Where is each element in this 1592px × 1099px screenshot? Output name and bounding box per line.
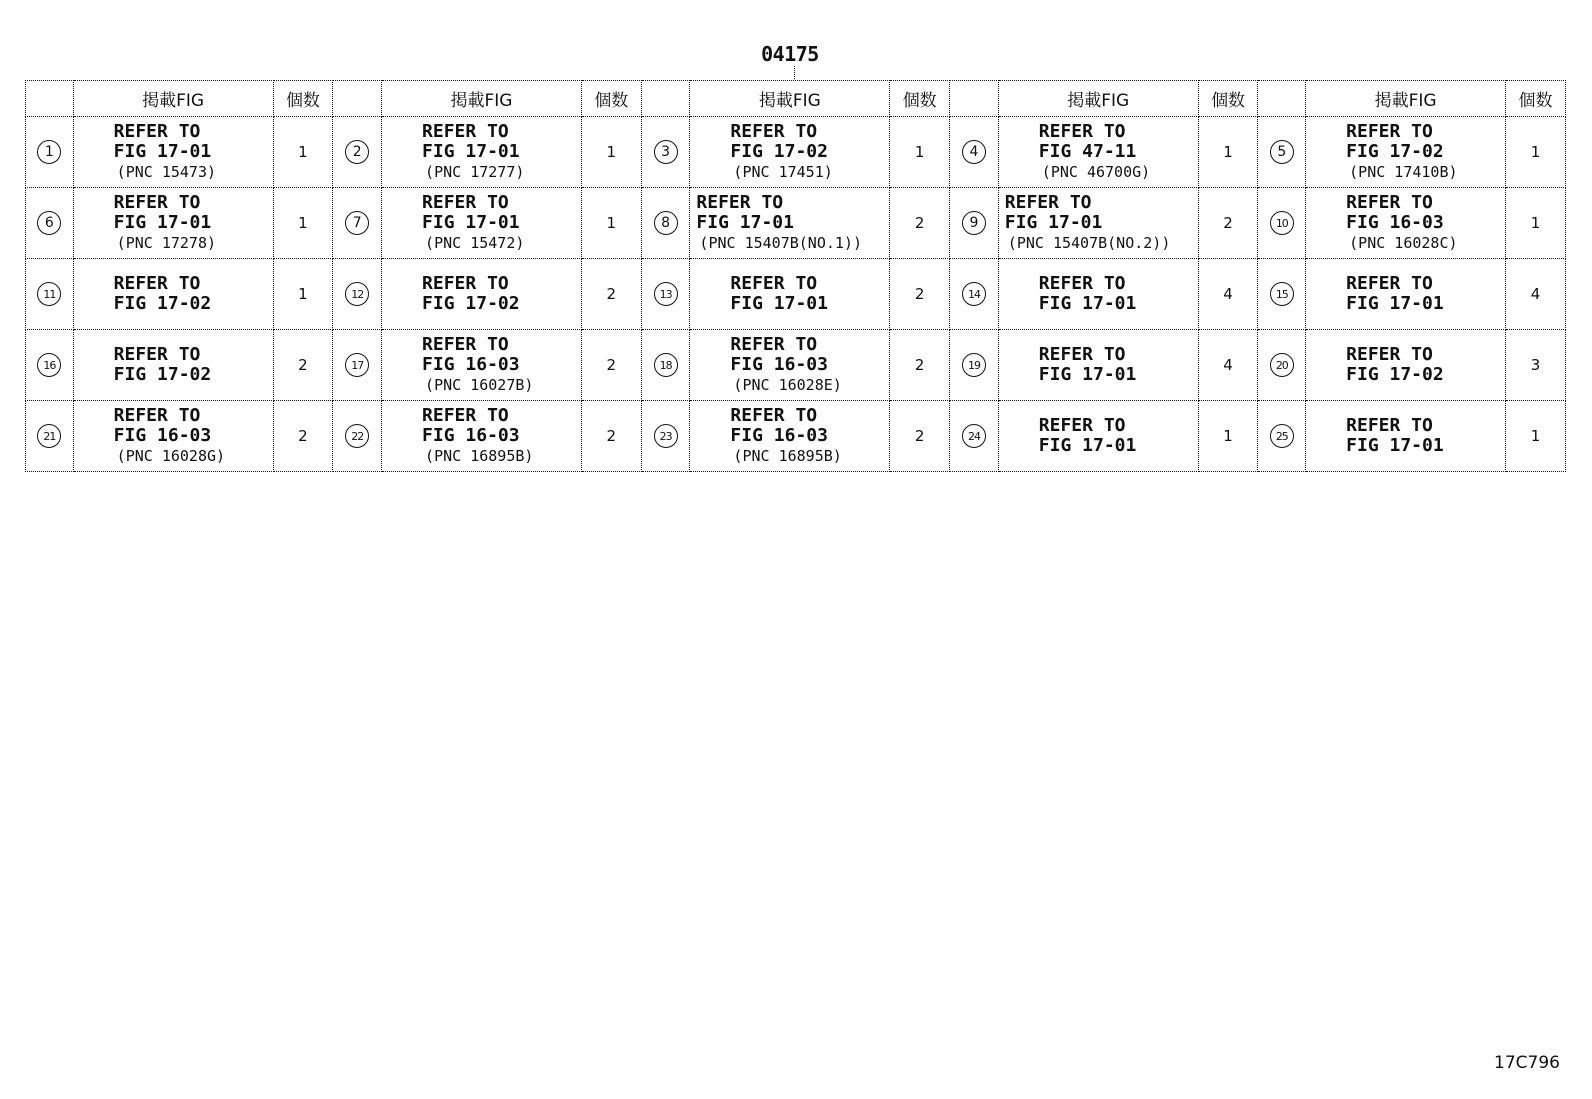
fig-reference-line: REFER TO [113, 405, 201, 426]
pnc-label: (PNC 16895B) [425, 447, 534, 465]
fig-reference-line: FIG 16-03 [1346, 212, 1444, 233]
quantity-cell: 2 [890, 259, 950, 330]
pnc-label: (PNC 15472) [425, 234, 525, 252]
item-number-cell [950, 188, 999, 259]
item-number-cell [333, 259, 382, 330]
pnc-label: (PNC 16028G) [116, 447, 226, 465]
fig-reference-cell [690, 330, 890, 401]
item-number-cell [950, 330, 999, 401]
figure-code: 17C796 [1494, 1053, 1560, 1073]
item-number-cell [641, 259, 690, 330]
item-number-cell [641, 117, 690, 188]
fig-reference-line: FIG 17-02 [422, 293, 520, 314]
circled-number: 7 [345, 211, 369, 235]
table-row [26, 330, 1566, 401]
circled-number: 9 [962, 211, 986, 235]
quantity-cell: 4 [1198, 259, 1258, 330]
circled-number: 12 [345, 282, 369, 306]
header-blank [1258, 81, 1306, 117]
quantity-cell: 1 [581, 188, 641, 259]
quantity-cell: 1 [1506, 117, 1566, 188]
fig-reference-line: REFER TO [1038, 121, 1126, 142]
header-fig: 掲載FIG [73, 81, 273, 117]
fig-reference-line: FIG 17-01 [422, 141, 520, 162]
pnc-label: (PNC 16028E) [733, 376, 842, 394]
circled-number: 15 [1270, 282, 1294, 306]
fig-reference-line: REFER TO [1004, 192, 1092, 213]
fig-reference-cell [1306, 401, 1506, 472]
fig-reference-line: FIG 17-01 [1038, 293, 1137, 314]
circled-number: 19 [962, 353, 986, 377]
fig-reference-line: REFER TO [1038, 273, 1126, 294]
circled-number: 6 [37, 211, 61, 235]
quantity-cell: 1 [273, 117, 333, 188]
circled-number: 3 [654, 140, 678, 164]
fig-reference-line: REFER TO [1346, 121, 1433, 142]
item-number-cell [26, 401, 74, 472]
quantity-cell: 2 [581, 401, 641, 472]
item-number-cell [641, 401, 690, 472]
fig-reference-cell [998, 188, 1198, 259]
fig-reference-line: REFER TO [730, 334, 818, 355]
fig-reference-line: REFER TO [1038, 415, 1126, 436]
fig-reference-line: REFER TO [113, 121, 201, 142]
header-blank [333, 81, 382, 117]
circled-number: 10 [1270, 211, 1294, 235]
fig-reference-cell [690, 401, 890, 472]
item-number-cell [333, 330, 382, 401]
fig-reference-cell [382, 330, 582, 401]
fig-reference-line: REFER TO [113, 273, 201, 294]
fig-reference-line: FIG 17-01 [730, 293, 828, 314]
fig-reference-line: REFER TO [1346, 192, 1433, 213]
fig-reference-line: REFER TO [730, 405, 818, 426]
pnc-label: (PNC 16027B) [425, 376, 534, 394]
item-number-cell [1258, 259, 1306, 330]
quantity-cell: 1 [1198, 401, 1258, 472]
header-qty: 個数 [581, 81, 641, 117]
item-number-cell [641, 330, 690, 401]
circled-number: 16 [37, 353, 61, 377]
quantity-cell: 4 [1506, 259, 1566, 330]
quantity-cell: 1 [1506, 188, 1566, 259]
item-number-cell [1258, 401, 1306, 472]
pnc-label: (PNC 15473) [116, 163, 217, 181]
fig-reference-line: FIG 17-01 [113, 141, 212, 162]
fig-reference-line: FIG 17-01 [1346, 435, 1444, 456]
fig-reference-cell [73, 401, 273, 472]
fig-reference-line: FIG 17-02 [1346, 364, 1444, 385]
fig-reference-cell [690, 259, 890, 330]
fig-reference-line: FIG 17-01 [1038, 435, 1137, 456]
fig-reference-line: FIG 17-02 [730, 141, 828, 162]
fig-reference-cell [690, 188, 890, 259]
fig-reference-cell [382, 117, 582, 188]
quantity-cell: 1 [1198, 117, 1258, 188]
quantity-cell: 2 [273, 401, 333, 472]
fig-reference-line: FIG 16-03 [422, 425, 520, 446]
header-qty: 個数 [273, 81, 333, 117]
pnc-label: (PNC 16895B) [733, 447, 842, 465]
pnc-label: (PNC 17451) [733, 163, 833, 181]
fig-reference-line: FIG 16-03 [730, 354, 828, 375]
pnc-label: (PNC 15407B(NO.2)) [1007, 234, 1171, 252]
item-number-cell [950, 259, 999, 330]
item-number-cell [333, 401, 382, 472]
fig-reference-cell [1306, 188, 1506, 259]
header-fig: 掲載FIG [998, 81, 1198, 117]
fig-reference-line: REFER TO [422, 405, 509, 426]
circled-number: 2 [345, 140, 369, 164]
fig-reference-line: FIG 47-11 [1038, 141, 1137, 162]
item-number-cell [26, 330, 74, 401]
fig-reference-line: REFER TO [422, 192, 509, 213]
fig-reference-line: FIG 16-03 [422, 354, 520, 375]
fig-reference-line: FIG 17-02 [113, 364, 212, 385]
fig-reference-line: FIG 17-02 [1346, 141, 1444, 162]
diagram-title: 04175 [761, 42, 819, 66]
table-row [26, 188, 1566, 259]
item-number-cell [26, 117, 74, 188]
quantity-cell: 2 [581, 330, 641, 401]
item-number-cell [950, 117, 999, 188]
circled-number: 17 [345, 353, 369, 377]
item-number-cell [641, 188, 690, 259]
pnc-label: (PNC 46700G) [1041, 163, 1151, 181]
fig-reference-line: REFER TO [113, 192, 201, 213]
circled-number: 11 [37, 282, 61, 306]
pnc-label: (PNC 16028C) [1349, 234, 1458, 252]
fig-reference-line: REFER TO [730, 121, 818, 142]
header-blank [641, 81, 690, 117]
header-blank [950, 81, 999, 117]
fig-reference-line: REFER TO [422, 334, 509, 355]
fig-reference-cell [73, 330, 273, 401]
item-number-cell [1258, 188, 1306, 259]
quantity-cell: 1 [1506, 401, 1566, 472]
fig-reference-line: FIG 17-01 [1004, 212, 1103, 233]
fig-reference-cell [998, 401, 1198, 472]
fig-reference-cell [382, 401, 582, 472]
circled-number: 4 [962, 140, 986, 164]
header-fig: 掲載FIG [382, 81, 582, 117]
fig-reference-line: FIG 17-01 [696, 212, 794, 233]
header-row [26, 81, 1566, 117]
circled-number: 1 [37, 140, 61, 164]
fig-reference-line: REFER TO [422, 121, 509, 142]
circled-number: 14 [962, 282, 986, 306]
fig-reference-line: REFER TO [1038, 344, 1126, 365]
fig-reference-cell [1306, 330, 1506, 401]
fig-reference-line: REFER TO [1346, 415, 1433, 436]
fig-reference-line: REFER TO [696, 192, 784, 213]
fig-reference-line: REFER TO [1346, 273, 1433, 294]
circled-number: 13 [654, 282, 678, 306]
item-number-cell [26, 259, 74, 330]
circled-number: 25 [1270, 424, 1294, 448]
quantity-cell: 1 [890, 117, 950, 188]
fig-reference-line: FIG 17-01 [422, 212, 520, 233]
fig-reference-line: REFER TO [422, 273, 509, 294]
header-fig: 掲載FIG [690, 81, 890, 117]
quantity-cell: 2 [890, 188, 950, 259]
quantity-cell: 2 [890, 401, 950, 472]
quantity-cell: 2 [273, 330, 333, 401]
header-qty: 個数 [890, 81, 950, 117]
table-row [26, 117, 1566, 188]
quantity-cell: 2 [581, 259, 641, 330]
header-qty: 個数 [1506, 81, 1566, 117]
table-row [26, 259, 1566, 330]
circled-number: 21 [37, 424, 61, 448]
quantity-cell: 1 [273, 188, 333, 259]
item-number-cell [26, 188, 74, 259]
fig-reference-line: REFER TO [1346, 344, 1433, 365]
header-fig: 掲載FIG [1306, 81, 1506, 117]
fig-reference-line: FIG 17-01 [1038, 364, 1137, 385]
fig-reference-cell [1306, 259, 1506, 330]
fig-reference-cell [382, 188, 582, 259]
circled-number: 18 [654, 353, 678, 377]
table-row [26, 401, 1566, 472]
header-qty: 個数 [1198, 81, 1258, 117]
fig-reference-line: REFER TO [730, 273, 818, 294]
title-leader-line [794, 66, 795, 79]
circled-number: 22 [345, 424, 369, 448]
fig-reference-cell [73, 188, 273, 259]
fig-reference-line: FIG 16-03 [113, 425, 212, 446]
pnc-label: (PNC 17410B) [1349, 163, 1458, 181]
fig-reference-cell [998, 259, 1198, 330]
item-number-cell [333, 117, 382, 188]
pnc-label: (PNC 17278) [116, 234, 217, 252]
quantity-cell: 1 [581, 117, 641, 188]
quantity-cell: 1 [273, 259, 333, 330]
quantity-cell: 3 [1506, 330, 1566, 401]
fig-reference-cell [690, 117, 890, 188]
pnc-label: (PNC 17277) [425, 163, 525, 181]
fig-reference-cell [1306, 117, 1506, 188]
item-number-cell [1258, 330, 1306, 401]
fig-reference-line: FIG 17-01 [1346, 293, 1444, 314]
pnc-label: (PNC 15407B(NO.1)) [699, 234, 862, 252]
quantity-cell: 2 [890, 330, 950, 401]
fig-reference-line: FIG 16-03 [730, 425, 828, 446]
item-number-cell [950, 401, 999, 472]
reference-table [25, 80, 1566, 472]
fig-reference-cell [73, 259, 273, 330]
fig-reference-cell [998, 117, 1198, 188]
header-blank [26, 81, 74, 117]
quantity-cell: 2 [1198, 188, 1258, 259]
quantity-cell: 4 [1198, 330, 1258, 401]
circled-number: 8 [654, 211, 678, 235]
fig-reference-line: FIG 17-01 [113, 212, 212, 233]
fig-reference-line: FIG 17-02 [113, 293, 212, 314]
circled-number: 24 [962, 424, 986, 448]
fig-reference-cell [998, 330, 1198, 401]
item-number-cell [1258, 117, 1306, 188]
fig-reference-cell [73, 117, 273, 188]
fig-reference-line: REFER TO [113, 344, 201, 365]
circled-number: 5 [1270, 140, 1294, 164]
circled-number: 20 [1270, 353, 1294, 377]
fig-reference-cell [382, 259, 582, 330]
item-number-cell [333, 188, 382, 259]
circled-number: 23 [654, 424, 678, 448]
